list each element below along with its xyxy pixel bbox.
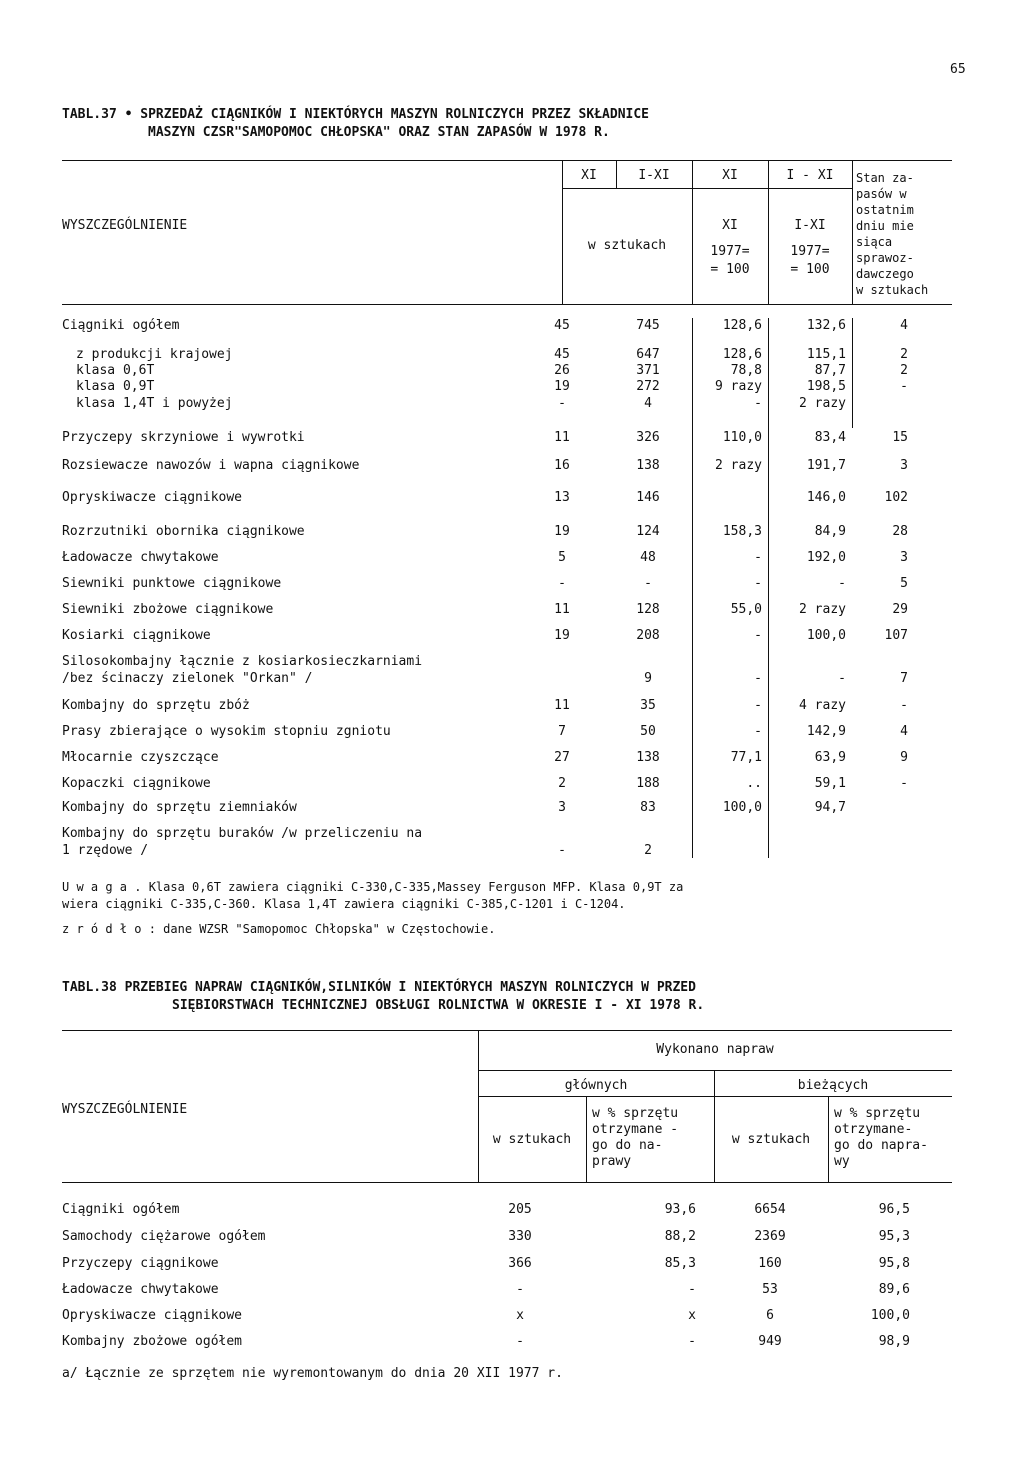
pct-line: wy	[834, 1154, 850, 1169]
cell-b-pct: 96,5	[878, 1202, 910, 1217]
cell-xi: 3	[558, 800, 566, 815]
t2-header-glownych: głównych	[564, 1078, 628, 1093]
cell-g-pct: -	[688, 1334, 696, 1349]
row-label-cont: /bez ścinaczy zielonek "Orkan" /	[62, 671, 313, 686]
cell-xi: 26	[554, 363, 570, 378]
cell-g-szt: -	[516, 1282, 524, 1297]
row-label-cont: 1 rzędowe /	[62, 843, 149, 858]
cell-b-szt: 6	[766, 1308, 774, 1323]
table1-title-line1: TABL.37 • SPRZEDAŻ CIĄGNIKÓW I NIEKTÓRYCH MASZYN ROLNICZYCH PRZEZ SKŁADNICE	[62, 107, 649, 122]
cell-i-xi: 138	[636, 750, 660, 765]
cell-i-xi: 50	[640, 724, 656, 739]
cell-i-xi: 208	[636, 628, 660, 643]
stan-line: Stan za-	[856, 171, 914, 185]
cell-xi: -	[558, 843, 566, 858]
row-label: Siewniki punktowe ciągnikowe	[62, 576, 282, 591]
t1-header-row-label: WYSZCZEGÓLNIENIE	[62, 218, 188, 233]
row-label: Ciągniki ogółem	[62, 318, 180, 333]
cell-xi: -	[558, 576, 566, 591]
t1-note-line1: U w a g a . Klasa 0,6T zawiera ciągniki C-330,C-335,Massey Ferguson MFP. Klasa 0,9T za	[62, 880, 684, 894]
cell-pct-xi: -	[754, 576, 762, 591]
stan-line: siąca	[856, 235, 893, 249]
cell-i-xi: 9	[644, 671, 652, 686]
row-label: Siewniki zbożowe ciągnikowe	[62, 602, 274, 617]
cell-i-xi: 326	[636, 430, 660, 445]
table1-top-rule	[62, 160, 952, 161]
cell-pct-xi: 2 razy	[715, 458, 762, 473]
cell-pct-xi: -	[754, 698, 762, 713]
pct-line: otrzymane-	[834, 1122, 913, 1137]
table2-mid-rule-1	[478, 1070, 952, 1071]
row-label: Silosokombajny łącznie z kosiarkosieczkarniami	[62, 654, 423, 669]
cell-pct-i-xi: 94,7	[814, 800, 846, 815]
cell-g-pct: x	[688, 1308, 696, 1323]
cell-pct-xi: 128,6	[722, 347, 762, 362]
cell-pct-i-xi: 100,0	[806, 628, 846, 643]
cell-xi: 19	[554, 524, 570, 539]
cell-pct-i-xi: 2 razy	[799, 396, 846, 411]
pct-line: prawy	[592, 1154, 632, 1169]
cell-stan: -	[900, 379, 908, 394]
t2-vline-b	[586, 1096, 587, 1182]
row-label: Rozsiewacze nawozów i wapna ciągnikowe	[62, 458, 360, 473]
cell-i-xi: 4	[644, 396, 652, 411]
cell-pct-xi: 100,0	[722, 800, 762, 815]
cell-i-xi: 83	[640, 800, 656, 815]
cell-i-xi: 647	[636, 347, 660, 362]
row-label: Rozrzutniki obornika ciągnikowe	[62, 524, 305, 539]
t2-footnote: a/ Łącznie ze sprzętem nie wyremontowanym do dnia 20 XII 1977 r.	[62, 1366, 563, 1381]
t2-header-pct-2	[834, 1106, 928, 1170]
stan-line: sprawoz-	[856, 251, 914, 265]
cell-xi: 11	[554, 602, 570, 617]
cell-b-pct: 95,3	[878, 1229, 910, 1244]
t1-source: z r ó d ł o : dane WZSR "Samopomoc Chłopska" w Częstochowie.	[62, 922, 496, 936]
stan-line: pasów w	[856, 187, 907, 201]
cell-pct-i-xi: 4 razy	[799, 698, 846, 713]
cell-pct-xi: -	[754, 724, 762, 739]
cell-stan: 2	[900, 363, 908, 378]
cell-g-szt: 366	[508, 1256, 532, 1271]
cell-stan: 102	[884, 490, 908, 505]
cell-stan: 28	[892, 524, 908, 539]
cell-b-pct: 89,6	[878, 1282, 910, 1297]
cell-pct-i-xi: 63,9	[814, 750, 846, 765]
cell-i-xi: 272	[636, 379, 660, 394]
cell-xi: 5	[558, 550, 566, 565]
cell-xi: 7	[558, 724, 566, 739]
cell-g-pct: 93,6	[664, 1202, 696, 1217]
cell-i-xi: 371	[636, 363, 660, 378]
cell-pct-i-xi: 146,0	[806, 490, 846, 505]
row-label: Przyczepy skrzyniowe i wywrotki	[62, 430, 305, 445]
t1-header-xi-base1: 1977=	[710, 244, 750, 259]
cell-pct-i-xi: 192,0	[806, 550, 846, 565]
cell-b-pct: 98,9	[878, 1334, 910, 1349]
cell-xi: 19	[554, 628, 570, 643]
cell-g-pct: 85,3	[664, 1256, 696, 1271]
row-label: Kombajny do sprzętu ziemniaków	[62, 800, 297, 815]
cell-pct-i-xi: 198,5	[806, 379, 846, 394]
cell-xi: 2	[558, 776, 566, 791]
cell-pct-xi: -	[754, 628, 762, 643]
cell-b-pct: 100,0	[870, 1308, 910, 1323]
cell-xi: 45	[554, 347, 570, 362]
row-label: Ładowacze chwytakowe	[62, 1282, 219, 1297]
cell-xi: 11	[554, 430, 570, 445]
row-label: Opryskiwacze ciągnikowe	[62, 490, 243, 505]
cell-pct-xi: 55,0	[730, 602, 762, 617]
cell-pct-i-xi: 2 razy	[799, 602, 846, 617]
t2-header-row-label: WYSZCZEGÓLNIENIE	[62, 1102, 188, 1117]
t2-vline-d	[828, 1096, 829, 1182]
cell-stan: 9	[900, 750, 908, 765]
row-label: Samochody ciężarowe ogółem	[62, 1229, 266, 1244]
t1-header-ixi-sub: I-XI	[794, 218, 826, 233]
pct-line: otrzymane -	[592, 1122, 679, 1137]
t2-header-w-sztukach-2: w sztukach	[731, 1132, 811, 1147]
table2-title-line1: TABL.38 PRZEBIEG NAPRAW CIĄGNIKÓW,SILNIKÓW I NIEKTÓRYCH MASZYN ROLNICZYCH W PRZED	[62, 980, 696, 995]
cell-b-szt: 53	[762, 1282, 778, 1297]
cell-pct-xi: -	[754, 396, 762, 411]
cell-pct-i-xi: 87,7	[814, 363, 846, 378]
cell-stan: 7	[900, 671, 908, 686]
cell-pct-i-xi: 191,7	[806, 458, 846, 473]
table2-header-bottom-rule	[62, 1182, 952, 1183]
cell-i-xi: 745	[636, 318, 660, 333]
row-label: Przyczepy ciągnikowe	[62, 1256, 219, 1271]
pct-line: go do napra-	[834, 1138, 928, 1153]
t1-vline-e	[852, 160, 853, 304]
cell-b-szt: 160	[758, 1256, 782, 1271]
cell-stan: -	[900, 776, 908, 791]
cell-pct-xi: -	[754, 550, 762, 565]
t1-header-stan	[856, 170, 928, 298]
t1-note-line2: wiera ciągniki C-335,C-360. Klasa 1,4T zawiera ciągniki C-385,C-1201 i C-1204.	[62, 897, 626, 911]
row-label: klasa 0,6T	[76, 363, 155, 378]
table1-header-mid-rule	[562, 188, 852, 189]
cell-i-xi: 48	[640, 550, 656, 565]
cell-pct-i-xi: 115,1	[806, 347, 846, 362]
row-label: z produkcji krajowej	[76, 347, 233, 362]
stan-line: w sztukach	[856, 283, 929, 297]
stan-line: dniu mie	[856, 219, 914, 233]
row-label: Opryskiwacze ciągnikowe	[62, 1308, 243, 1323]
cell-xi: -	[558, 396, 566, 411]
cell-pct-i-xi: 84,9	[814, 524, 846, 539]
cell-b-szt: 949	[758, 1334, 782, 1349]
row-label: klasa 0,9T	[76, 379, 155, 394]
cell-i-xi: 124	[636, 524, 660, 539]
t2-header-pct-1	[592, 1106, 678, 1170]
cell-pct-xi: ..	[746, 776, 762, 791]
cell-pct-i-xi: 142,9	[806, 724, 846, 739]
cell-i-xi: 146	[636, 490, 660, 505]
cell-stan: 29	[892, 602, 908, 617]
t1-header-ixi-base1: 1977=	[790, 244, 830, 259]
t1-header-xi: XI	[581, 168, 597, 183]
cell-stan: 4	[900, 724, 908, 739]
t1-header-ixi-base2: = 100	[790, 262, 830, 277]
pct-line: w % sprzętu	[592, 1106, 679, 1121]
cell-xi: 11	[554, 698, 570, 713]
t1-header-xi-sub: XI	[722, 218, 738, 233]
row-label: Kombajny do sprzętu zbóż	[62, 698, 250, 713]
stan-line: ostatnim	[856, 203, 914, 217]
cell-i-xi: 128	[636, 602, 660, 617]
cell-pct-i-xi: 59,1	[814, 776, 846, 791]
cell-pct-xi: 77,1	[730, 750, 762, 765]
t1-header-w-sztukach: w sztukach	[587, 238, 667, 253]
t1-header-xi-b: XI	[722, 168, 738, 183]
table2-title-line2: SIĘBIORSTWACH TECHNICZNEJ OBSŁUGI ROLNICTWA W OKRESIE I - XI 1978 R.	[172, 998, 705, 1013]
cell-xi: 16	[554, 458, 570, 473]
t2-header-w-sztukach-1: w sztukach	[492, 1132, 572, 1147]
cell-stan: 15	[892, 430, 908, 445]
cell-pct-xi: 110,0	[722, 430, 762, 445]
cell-xi: 19	[554, 379, 570, 394]
cell-xi: 27	[554, 750, 570, 765]
cell-b-pct: 95,8	[878, 1256, 910, 1271]
t2-header-wykonano: Wykonano napraw	[656, 1042, 774, 1057]
cell-pct-xi: -	[754, 671, 762, 686]
cell-pct-xi: 158,3	[722, 524, 762, 539]
cell-xi: 13	[554, 490, 570, 505]
cell-i-xi: 188	[636, 776, 660, 791]
row-label: Kombajny zbożowe ogółem	[62, 1334, 243, 1349]
cell-pct-i-xi: -	[838, 671, 846, 686]
cell-pct-xi: 78,8	[730, 363, 762, 378]
cell-pct-i-xi: 132,6	[806, 318, 846, 333]
page-number: 65	[950, 62, 966, 77]
row-label: Kopaczki ciągnikowe	[62, 776, 211, 791]
row-label: Młocarnie czyszczące	[62, 750, 219, 765]
cell-i-xi: 2	[644, 843, 652, 858]
cell-g-szt: -	[516, 1334, 524, 1349]
cell-g-pct: -	[688, 1282, 696, 1297]
row-label: Ciągniki ogółem	[62, 1202, 180, 1217]
cell-stan: 2	[900, 347, 908, 362]
stan-line: dawczego	[856, 267, 914, 281]
cell-xi: 45	[554, 318, 570, 333]
cell-g-szt: 205	[508, 1202, 532, 1217]
pct-line: go do na-	[592, 1138, 663, 1153]
cell-stan: -	[900, 698, 908, 713]
cell-g-szt: 330	[508, 1229, 532, 1244]
cell-pct-xi: 128,6	[722, 318, 762, 333]
table2-top-rule	[62, 1030, 952, 1031]
row-label: Kombajny do sprzętu buraków /w przeliczeniu na	[62, 826, 423, 841]
pct-line: w % sprzętu	[834, 1106, 921, 1121]
row-label: Ładowacze chwytakowe	[62, 550, 219, 565]
table1-header-bottom-rule	[62, 304, 952, 305]
row-label: Kosiarki ciągnikowe	[62, 628, 211, 643]
cell-i-xi: 35	[640, 698, 656, 713]
t2-header-biezacych: bieżących	[797, 1078, 869, 1093]
row-label: klasa 1,4T i powyżej	[76, 396, 233, 411]
cell-pct-i-xi: 83,4	[814, 430, 846, 445]
t1-header-ixi: I-XI	[638, 168, 670, 183]
cell-i-xi: -	[644, 576, 652, 591]
t1-header-ixi-b: I - XI	[786, 168, 834, 183]
cell-b-szt: 2369	[754, 1229, 786, 1244]
cell-b-szt: 6654	[754, 1202, 786, 1217]
cell-stan: 107	[884, 628, 908, 643]
t1-header-xi-base2: = 100	[710, 262, 750, 277]
cell-g-pct: 88,2	[664, 1229, 696, 1244]
table2-mid-rule-2	[478, 1096, 952, 1097]
cell-g-szt: x	[516, 1308, 524, 1323]
cell-pct-i-xi: -	[838, 576, 846, 591]
cell-pct-xi: 9 razy	[715, 379, 762, 394]
table1-title-line2: MASZYN CZSR"SAMOPOMOC CHŁOPSKA" ORAZ STAN ZAPASÓW W 1978 R.	[148, 125, 610, 140]
cell-stan: 3	[900, 458, 908, 473]
row-label: Prasy zbierające o wysokim stopniu zgniotu	[62, 724, 391, 739]
cell-i-xi: 138	[636, 458, 660, 473]
cell-stan: 4	[900, 318, 908, 333]
cell-stan: 5	[900, 576, 908, 591]
cell-stan: 3	[900, 550, 908, 565]
